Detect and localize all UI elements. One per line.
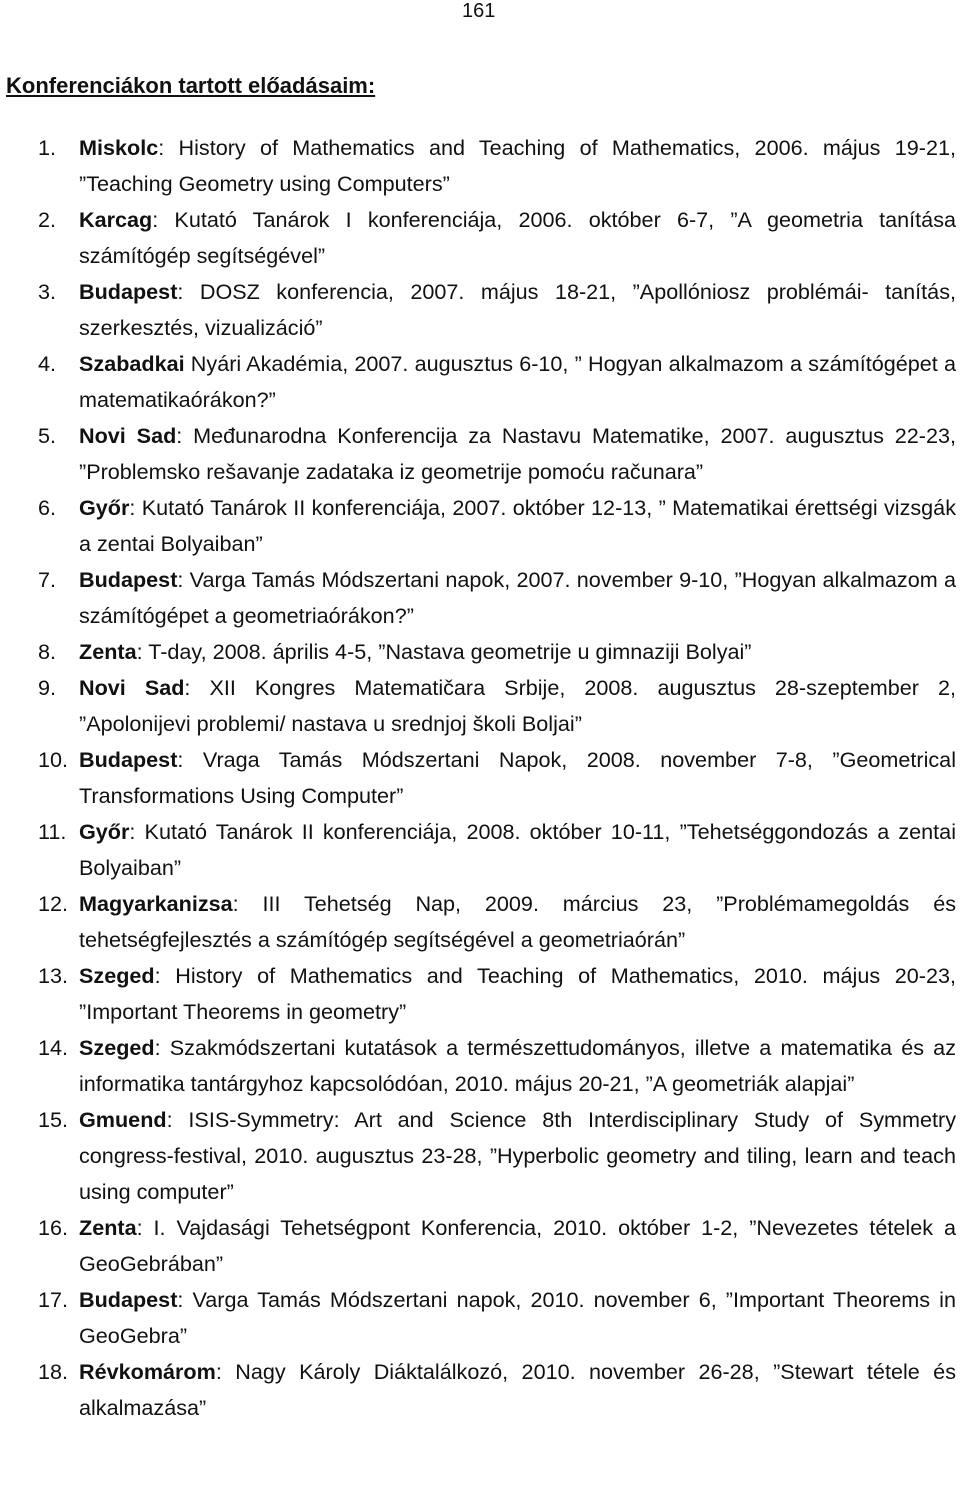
list-item xyxy=(38,742,956,814)
item-body xyxy=(79,634,956,670)
list-item xyxy=(38,274,956,346)
item-number: 3. xyxy=(38,279,57,304)
item-location: Budapest xyxy=(79,1287,178,1312)
list-item xyxy=(38,1282,956,1354)
item-location: Karcag xyxy=(79,207,153,232)
item-text: : III Tehetség Nap, 2009. március 23, ”Problémamegoldás és tehetségfejlesztés a számítógép segítségével a geometriaórán” xyxy=(79,891,956,952)
item-text: : T-day, 2008. április 4-5, ”Nastava geometrije u gimnaziji Bolyai” xyxy=(136,639,752,664)
item-number: 15. xyxy=(38,1107,69,1132)
item-text: : DOSZ konferencia, 2007. május 18-21, ”Apollóniosz problémái- tanítás, szerkesztés, vizualizáció” xyxy=(79,279,956,340)
item-number: 16. xyxy=(38,1215,69,1240)
item-number: 1. xyxy=(38,135,57,160)
list-item xyxy=(38,634,956,670)
item-location: Novi Sad xyxy=(79,423,177,448)
item-text: : ISIS-Symmetry: Art and Science 8th Interdisciplinary Study of Symmetry congress-festival, 2010. augusztus 23-28, ”Hyperbolic geometry and tiling, learn and teach using computer” xyxy=(79,1107,956,1204)
item-number: 7. xyxy=(38,567,57,592)
item-body xyxy=(79,742,956,814)
item-body xyxy=(79,562,956,634)
item-location: Miskolc xyxy=(79,135,159,160)
list-item xyxy=(38,130,956,202)
item-body xyxy=(79,490,956,562)
page-number: 161 xyxy=(462,0,496,22)
list-item xyxy=(38,1210,956,1282)
section-heading: Konferenciákon tartott előadásaim: xyxy=(6,73,376,98)
item-number: 5. xyxy=(38,423,57,448)
list-item xyxy=(38,490,956,562)
item-text: : XII Kongres Matematičara Srbije, 2008. augusztus 28-szeptember 2, ”Apolonijevi problemi/ nastava u srednjoj školi Boljai” xyxy=(79,675,956,736)
item-number: 2. xyxy=(38,207,57,232)
item-text: : Vraga Tamás Módszertani Napok, 2008. november 7-8, ”Geometrical Transformations Using Computer” xyxy=(79,747,956,808)
item-text: : Nagy Károly Diáktalálkozó, 2010. november 26-28, ”Stewart tétele és alkalmazása” xyxy=(79,1359,956,1420)
item-location: Zenta xyxy=(79,1215,137,1240)
item-body xyxy=(79,1102,956,1210)
item-number: 14. xyxy=(38,1035,69,1060)
item-number: 8. xyxy=(38,639,57,664)
item-body xyxy=(79,814,956,886)
item-body xyxy=(79,1354,956,1426)
item-text: : Kutató Tanárok I konferenciája, 2006. október 6-7, ”A geometria tanítása számítógép segítségével” xyxy=(79,207,956,268)
item-location: Zenta xyxy=(79,639,137,664)
item-number: 13. xyxy=(38,963,69,988)
item-text: : Kutató Tanárok II konferenciája, 2007. október 12-13, ” Matematikai érettségi vizsgák a zentai Bolyaiban” xyxy=(79,495,956,556)
item-body xyxy=(79,202,956,274)
item-location: Szeged xyxy=(79,1035,155,1060)
item-body xyxy=(79,958,956,1030)
item-location: Budapest xyxy=(79,747,178,772)
item-text: : Međunarodna Konferencija za Nastavu Matematike, 2007. augusztus 22-23, ”Problemsko rešavanje zadataka iz geometrije pomoću računara” xyxy=(79,423,956,484)
item-body xyxy=(79,1282,956,1354)
item-location: Szabadkai xyxy=(79,351,185,376)
item-location: Révkomárom xyxy=(79,1359,216,1384)
item-text: : Varga Tamás Módszertani napok, 2010. november 6, ”Important Theorems in GeoGebra” xyxy=(79,1287,956,1348)
list-item xyxy=(38,346,956,418)
item-body xyxy=(79,130,956,202)
item-number: 4. xyxy=(38,351,57,376)
item-text: : History of Mathematics and Teaching of Mathematics, 2010. május 20-23, ”Important Theorems in geometry” xyxy=(79,963,956,1024)
conference-talk-list xyxy=(38,130,956,1426)
item-text: Nyári Akadémia, 2007. augusztus 6-10, ” Hogyan alkalmazom a számítógépet a matematikaórákon?” xyxy=(79,351,956,412)
item-text: : I. Vajdasági Tehetségpont Konferencia, 2010. október 1-2, ”Nevezetes tételek a GeoGebrában” xyxy=(79,1215,956,1276)
item-number: 9. xyxy=(38,675,57,700)
item-body xyxy=(79,418,956,490)
item-text: : Szakmódszertani kutatások a természettudományos, illetve a matematika és az informatika tantárgyhoz kapcsolódóan, 2010. május 20-21, ”A geometriák alapjai” xyxy=(79,1035,956,1096)
item-location: Győr xyxy=(79,819,130,844)
list-item xyxy=(38,1354,956,1426)
item-text: : Kutató Tanárok II konferenciája, 2008. október 10-11, ”Tehetséggondozás a zentai Bolyaiban” xyxy=(79,819,956,880)
list-item xyxy=(38,670,956,742)
item-text: : History of Mathematics and Teaching of Mathematics, 2006. május 19-21, ”Teaching Geometry using Computers” xyxy=(79,135,956,196)
item-number: 6. xyxy=(38,495,57,520)
item-body xyxy=(79,274,956,346)
item-number: 12. xyxy=(38,891,69,916)
list-item xyxy=(38,562,956,634)
item-location: Győr xyxy=(79,495,130,520)
item-text: : Varga Tamás Módszertani napok, 2007. november 9-10, ”Hogyan alkalmazom a számítógépet a geometriaórákon?” xyxy=(79,567,956,628)
item-body xyxy=(79,670,956,742)
item-number: 10. xyxy=(38,747,69,772)
list-item xyxy=(38,886,956,958)
item-body xyxy=(79,886,956,958)
list-item xyxy=(38,1030,956,1102)
item-number: 18. xyxy=(38,1359,69,1384)
list-item xyxy=(38,814,956,886)
item-location: Gmuend xyxy=(79,1107,167,1132)
list-item xyxy=(38,1102,956,1210)
item-location: Szeged xyxy=(79,963,155,988)
item-location: Budapest xyxy=(79,567,178,592)
item-body xyxy=(79,1210,956,1282)
item-number: 17. xyxy=(38,1287,69,1312)
list-item xyxy=(38,958,956,1030)
item-location: Novi Sad xyxy=(79,675,185,700)
item-body xyxy=(79,346,956,418)
item-body xyxy=(79,1030,956,1102)
list-item xyxy=(38,202,956,274)
item-location: Budapest xyxy=(79,279,178,304)
item-location: Magyarkanizsa xyxy=(79,891,233,916)
list-item xyxy=(38,418,956,490)
item-number: 11. xyxy=(38,819,67,844)
